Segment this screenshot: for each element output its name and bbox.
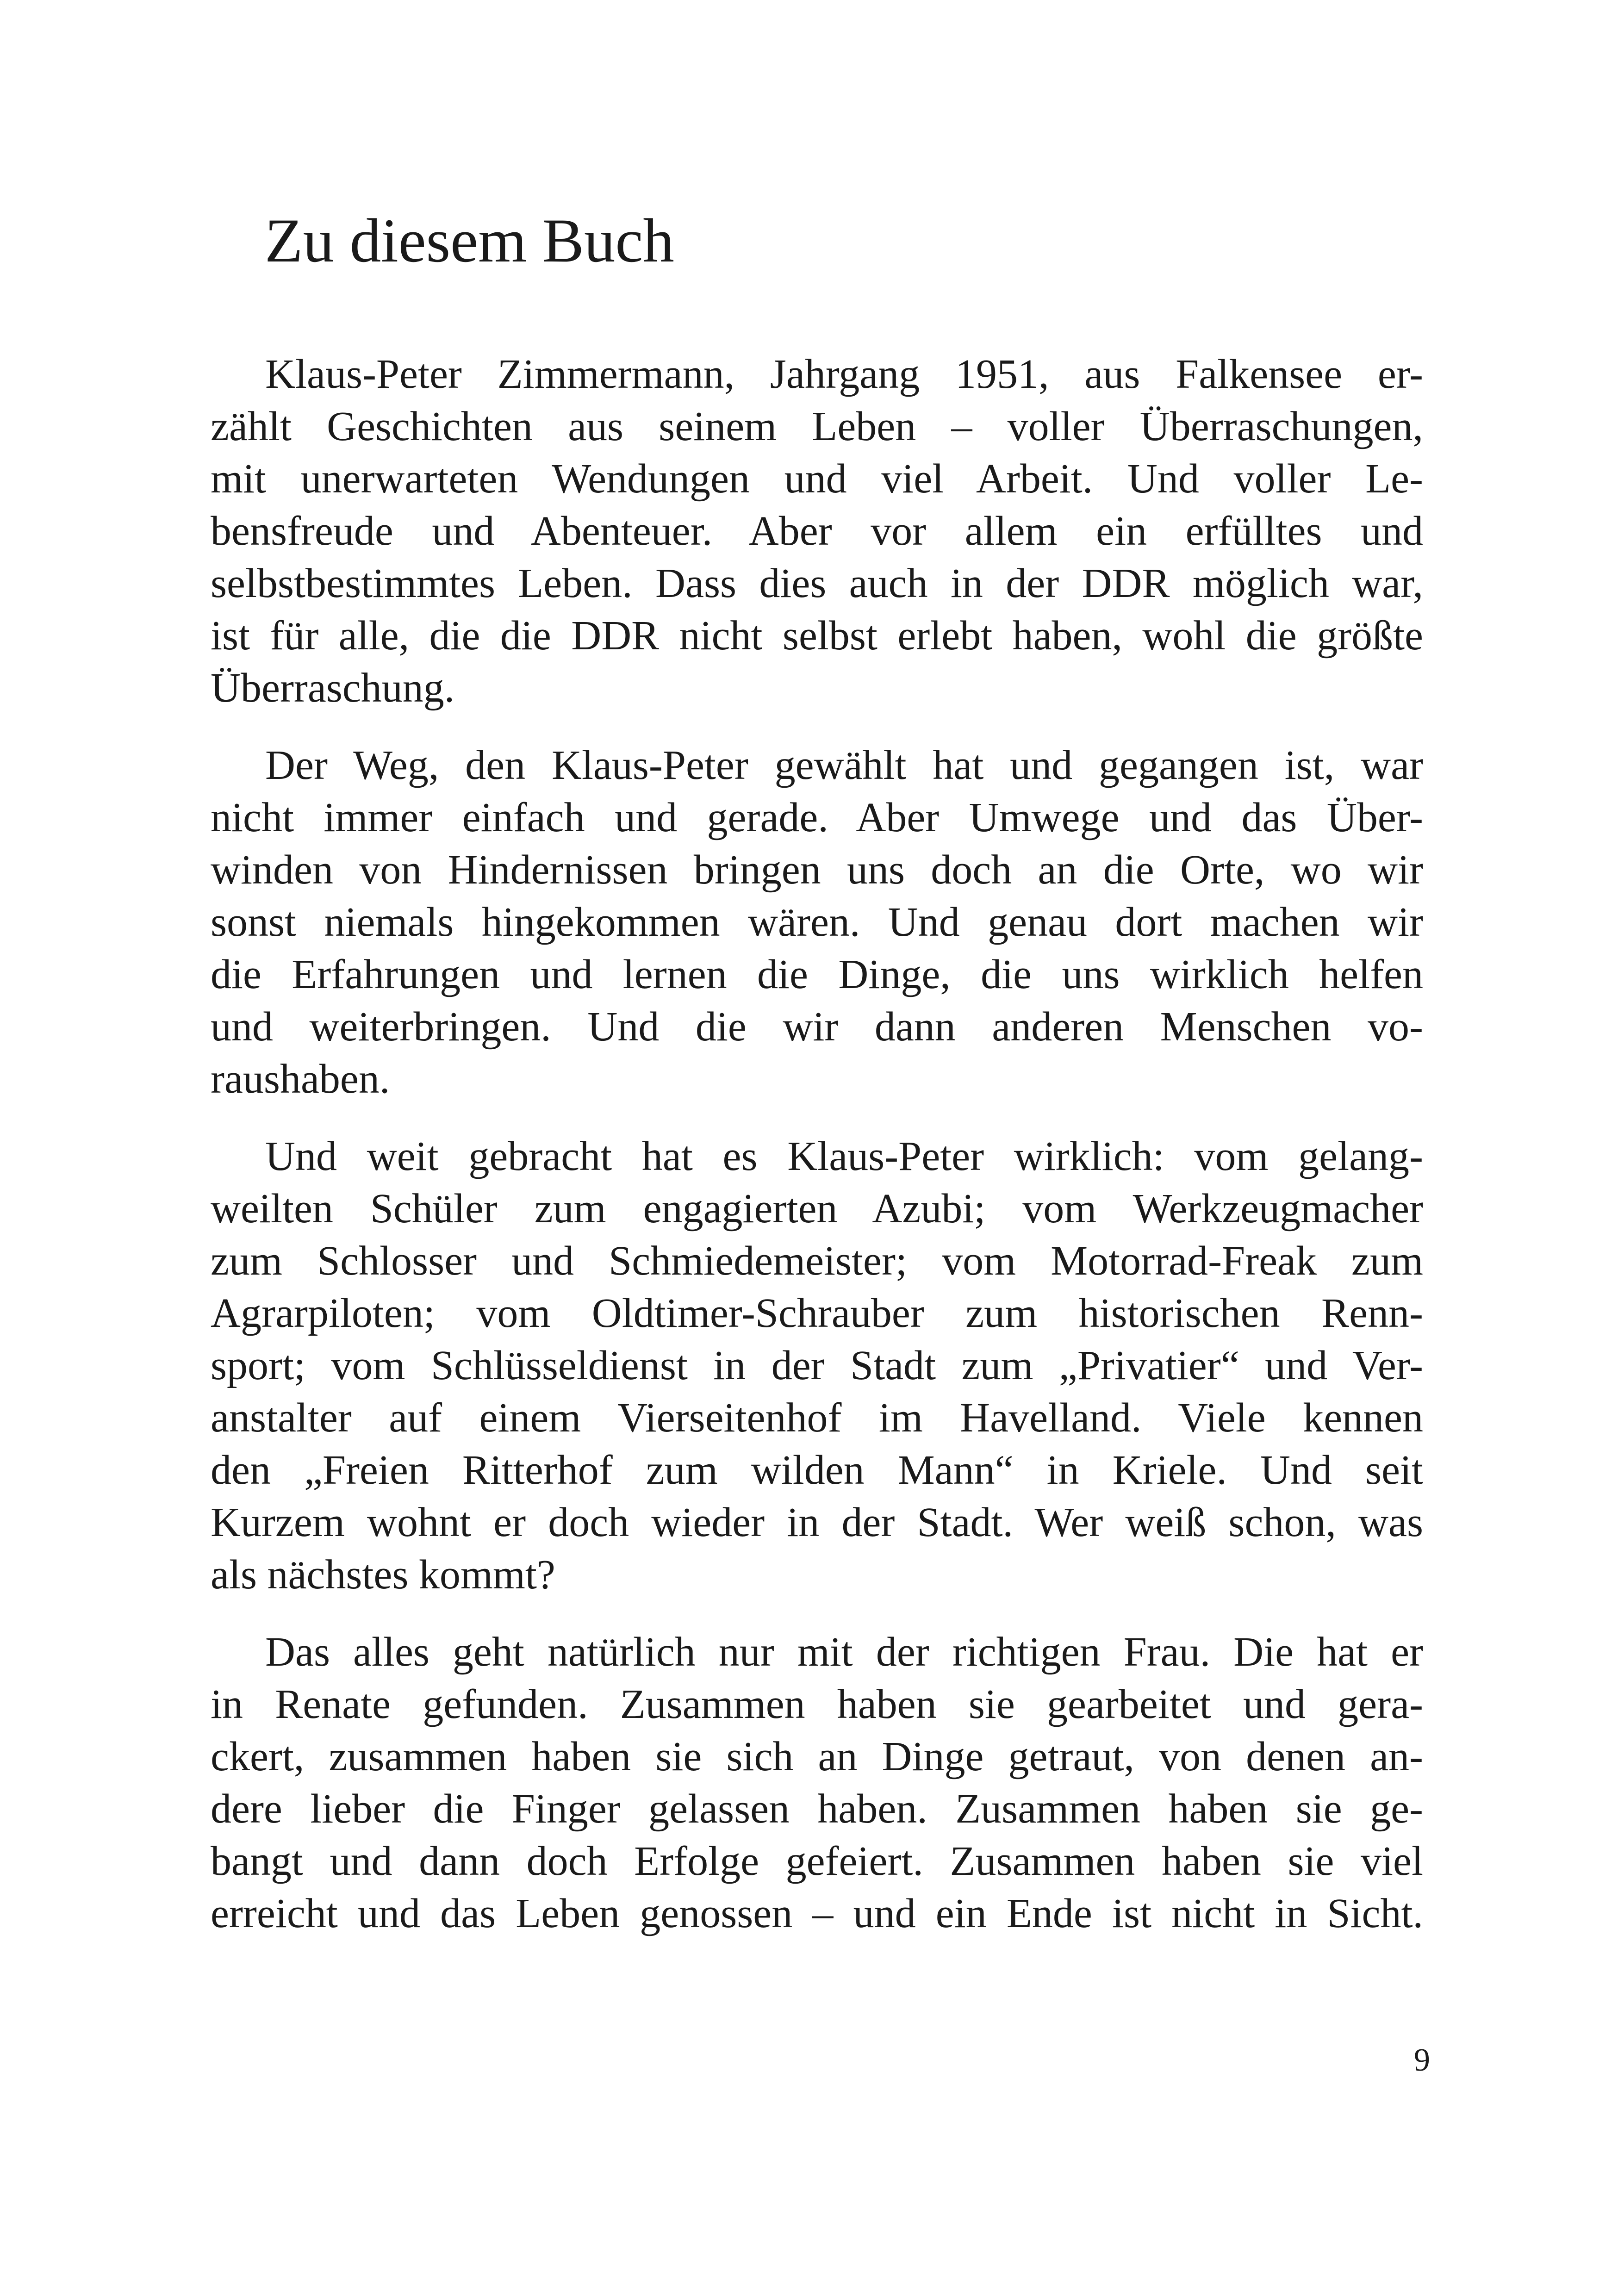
text-line: mit unerwarteten Wendungen und viel Arbeit. Und voller Le- [211, 456, 1423, 502]
text-line: bensfreude und Abenteuer. Aber vor allem ein erfülltes und [211, 508, 1423, 554]
text-line: zählt Geschichten aus seinem Leben – voller Überraschungen, [211, 404, 1423, 449]
text-line: anstalter auf einem Vierseitenhof im Havelland. Viele kennen [211, 1395, 1423, 1441]
paragraph-3 [211, 1130, 1423, 1601]
paragraph-2 [211, 739, 1423, 1105]
text-line: nicht immer einfach und gerade. Aber Umwege und das Über- [211, 795, 1423, 840]
text-line: den „Freien Ritterhof zum wilden Mann“ in Kriele. Und seit [211, 1447, 1423, 1493]
text-line: ist für alle, die die DDR nicht selbst erlebt haben, wohl die größte [211, 613, 1423, 659]
text-line: raushaben. [211, 1056, 390, 1102]
text-line: ckert, zusammen haben sie sich an Dinge getraut, von denen an- [211, 1734, 1423, 1780]
paragraph-4 [211, 1626, 1423, 1940]
text-line: als nächstes kommt? [211, 1552, 555, 1598]
text-line: Agrarpiloten; vom Oldtimer-Schrauber zum historischen Renn- [211, 1290, 1423, 1336]
text-line: weilten Schüler zum engagierten Azubi; vom Werkzeugmacher [211, 1186, 1423, 1232]
text-line: sport; vom Schlüsseldienst in der Stadt zum „Privatier“ und Ver- [211, 1343, 1423, 1388]
text-line: zum Schlosser und Schmiedemeister; vom Motorrad-Freak zum [211, 1238, 1423, 1284]
paragraph-1 [211, 348, 1423, 714]
text-line: die Erfahrungen und lernen die Dinge, die uns wirklich helfen [211, 952, 1423, 997]
text-line: Kurzem wohnt er doch wieder in der Stadt. Wer weiß schon, was [211, 1500, 1423, 1545]
text-line: Klaus-Peter Zimmermann, Jahrgang 1951, aus Falkensee er- [265, 351, 1423, 397]
text-line: Das alles geht natürlich nur mit der richtigen Frau. Die hat er [265, 1629, 1423, 1675]
text-line: und weiterbringen. Und die wir dann anderen Menschen vo- [211, 1004, 1423, 1050]
page-title: Zu diesem Buch [265, 206, 674, 275]
text-line: dere lieber die Finger gelassen haben. Zusammen haben sie ge- [211, 1786, 1423, 1832]
text-line: winden von Hindernissen bringen uns doch an die Orte, wo wir [211, 847, 1423, 893]
text-line: sonst niemals hingekommen wären. Und genau dort machen wir [211, 899, 1423, 945]
text-line: in Renate gefunden. Zusammen haben sie gearbeitet und gera- [211, 1681, 1423, 1727]
text-line: Überraschung. [211, 665, 455, 711]
text-line: bangt und dann doch Erfolge gefeiert. Zusammen haben sie viel [211, 1838, 1423, 1884]
text-line: Der Weg, den Klaus-Peter gewählt hat und gegangen ist, war [265, 742, 1423, 788]
body-text [211, 348, 1423, 1965]
page-number: 9 [1414, 2042, 1430, 2078]
text-line: Und weit gebracht hat es Klaus-Peter wirklich: vom gelang- [265, 1133, 1423, 1179]
text-line: erreicht und das Leben genossen – und ein Ende ist nicht in Sicht. [211, 1891, 1423, 1936]
text-line: selbstbestimmtes Leben. Dass dies auch in der DDR möglich war, [211, 560, 1423, 606]
